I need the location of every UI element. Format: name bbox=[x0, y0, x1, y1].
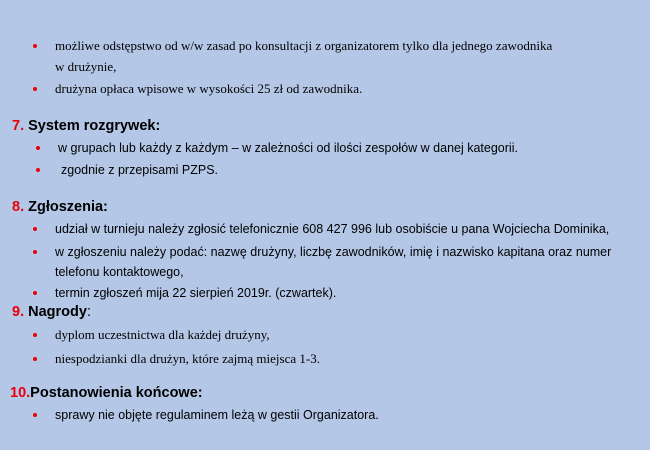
section-title: System rozgrywek: bbox=[28, 118, 161, 134]
list-item: udział w turnieju należy zgłosić telefonicznie 608 427 996 lub osobiście u pana Wojciecha Dominika, bbox=[55, 222, 610, 236]
section-heading-postanowienia bbox=[10, 384, 203, 402]
bullet-icon bbox=[36, 146, 40, 150]
section-number: 8. bbox=[12, 199, 25, 215]
section-title-colon: : bbox=[86, 304, 91, 320]
bullet-icon bbox=[33, 250, 37, 254]
section-number: 10. bbox=[10, 385, 31, 401]
list-item: w zgłoszeniu należy podać: nazwę drużyny, liczbę zawodników, imię i nazwisko kapitana oraz numer bbox=[55, 245, 612, 259]
list-item: w grupach lub każdy z każdym – w zależności od ilości zespołów w danej kategorii. bbox=[58, 141, 518, 155]
list-item: sprawy nie objęte regulaminem leżą w gestii Organizatora. bbox=[55, 408, 379, 422]
bullet-icon bbox=[33, 291, 37, 295]
section-title: Postanowienia końcowe: bbox=[30, 385, 203, 401]
list-item: zgodnie z przepisami PZPS. bbox=[61, 163, 219, 177]
section-heading-zgloszenia bbox=[12, 198, 108, 216]
bullet-icon bbox=[33, 413, 37, 417]
list-item-continuation: telefonu kontaktowego, bbox=[55, 265, 184, 279]
bullet-icon bbox=[33, 227, 37, 231]
section-heading-nagrody bbox=[12, 303, 91, 321]
list-item-continuation: w drużynie, bbox=[55, 59, 117, 74]
list-item: niespodzianki dla drużyn, które zajmą miejsca 1-3. bbox=[55, 351, 320, 366]
section-heading-system bbox=[12, 117, 160, 135]
section-number: 9. bbox=[12, 304, 25, 320]
bullet-icon bbox=[36, 168, 40, 172]
section-number: 7. bbox=[12, 118, 25, 134]
section-title: Nagrody bbox=[28, 304, 87, 320]
list-item: drużyna opłaca wpisowe w wysokości 25 zł od zawodnika. bbox=[55, 81, 363, 96]
list-item: dyplom uczestnictwa dla każdej drużyny, bbox=[55, 327, 270, 342]
bullet-icon bbox=[33, 357, 37, 361]
bullet-icon bbox=[33, 333, 37, 337]
bullet-icon bbox=[33, 87, 37, 91]
bullet-icon bbox=[33, 44, 37, 48]
list-item: termin zgłoszeń mija 22 sierpień 2019r. (czwartek). bbox=[55, 286, 337, 300]
list-item: możliwe odstępstwo od w/w zasad po konsultacji z organizatorem tylko dla jednego zawodnika bbox=[55, 38, 553, 53]
section-title: Zgłoszenia: bbox=[28, 199, 108, 215]
